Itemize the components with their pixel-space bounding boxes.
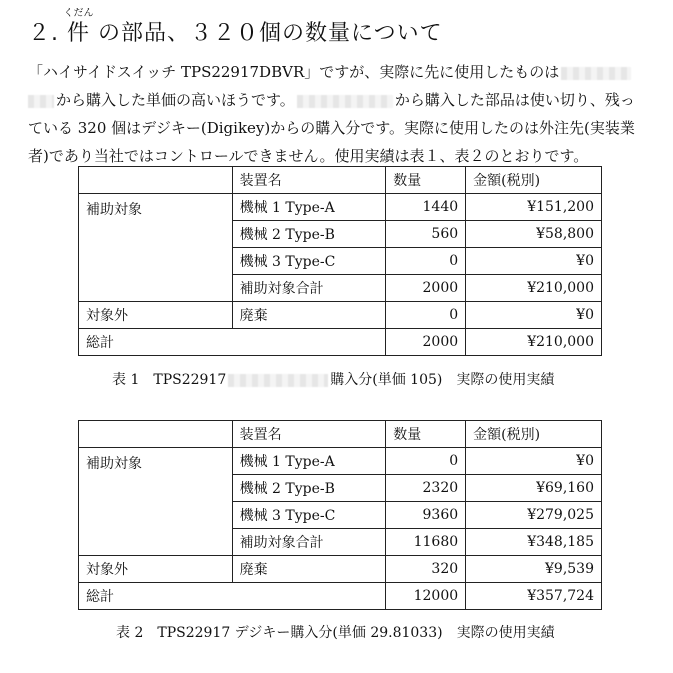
quantity: 2000 (386, 329, 466, 356)
quantity: 11680 (386, 529, 466, 556)
table-total-row (79, 583, 602, 610)
table-header-cell (79, 421, 233, 448)
usage-table-2 (78, 420, 602, 610)
total-label: 総計 (79, 329, 386, 356)
table-header-row (79, 421, 602, 448)
usage-table-1 (78, 166, 602, 356)
heading-kanji-ken (63, 8, 94, 47)
group-label: 対象外 (79, 556, 233, 583)
caption-text: 購入分(単価 105) 実際の使用実績 (330, 372, 555, 388)
quantity: 320 (386, 556, 466, 583)
section-heading (28, 8, 443, 47)
table-header-cell: 装置名 (232, 167, 386, 194)
amount: ¥0 (466, 448, 602, 475)
para-line-1 (28, 58, 658, 86)
device-name: 機械 1 Type-A (232, 448, 386, 475)
heading-ken-text: 件 (67, 21, 91, 46)
para-text: 「ハイサイドスイッチ TPS22917DBVR」ですが、実際に先に使用したものは (28, 63, 560, 81)
amount: ¥9,539 (466, 556, 602, 583)
redacted-text (561, 67, 631, 80)
heading-ruby: くだん (63, 8, 94, 19)
redacted-text (28, 95, 54, 108)
table-header-cell: 金額(税別) (466, 421, 602, 448)
quantity: 0 (386, 248, 466, 275)
total-label: 総計 (79, 583, 386, 610)
table-header-cell: 数量 (386, 421, 466, 448)
device-name: 廃棄 (232, 556, 386, 583)
group-label: 補助対象 (79, 448, 233, 556)
amount: ¥279,025 (466, 502, 602, 529)
table-1-caption (112, 369, 554, 389)
quantity: 2000 (386, 275, 466, 302)
para-text: から購入した単価の高いほうです。 (56, 91, 295, 109)
amount: ¥0 (466, 302, 602, 329)
table-header-cell: 金額(税別) (466, 167, 602, 194)
table-row (79, 556, 602, 583)
redacted-text (228, 374, 328, 387)
amount: ¥210,000 (466, 275, 602, 302)
amount: ¥58,800 (466, 221, 602, 248)
redacted-text (297, 95, 393, 108)
table-row (79, 448, 602, 475)
device-name: 補助対象合計 (232, 275, 386, 302)
heading-text: の部品、３２０個の数量について (98, 21, 443, 46)
device-name: 機械 3 Type-C (232, 502, 386, 529)
table-header-cell: 数量 (386, 167, 466, 194)
table-header-row (79, 167, 602, 194)
section-number: ２. (28, 21, 59, 46)
quantity: 12000 (386, 583, 466, 610)
quantity: 2320 (386, 475, 466, 502)
quantity: 560 (386, 221, 466, 248)
amount: ¥151,200 (466, 194, 602, 221)
device-name: 機械 1 Type-A (232, 194, 386, 221)
body-paragraph (28, 58, 658, 170)
para-line-4: 者)であり当社ではコントロールできません。使用実績は表１、表２のとおりです。 (28, 147, 589, 165)
quantity: 0 (386, 302, 466, 329)
table-total-row (79, 329, 602, 356)
para-text: から購入した部品は使い切り、残っ (394, 91, 635, 109)
quantity: 0 (386, 448, 466, 475)
device-name: 機械 2 Type-B (232, 221, 386, 248)
quantity: 1440 (386, 194, 466, 221)
amount: ¥348,185 (466, 529, 602, 556)
device-name: 補助対象合計 (232, 529, 386, 556)
amount: ¥357,724 (466, 583, 602, 610)
para-line-2 (28, 86, 658, 114)
table-row (79, 302, 602, 329)
amount: ¥210,000 (466, 329, 602, 356)
caption-text: 表 1 TPS22917 (112, 372, 227, 388)
table-header-cell (79, 167, 233, 194)
quantity: 9360 (386, 502, 466, 529)
device-name: 機械 2 Type-B (232, 475, 386, 502)
table-2-caption: 表 2 TPS22917 デジキー購入分(単価 29.81033) 実際の使用実績 (116, 625, 555, 641)
amount: ¥69,160 (466, 475, 602, 502)
device-name: 機械 3 Type-C (232, 248, 386, 275)
table-header-cell: 装置名 (232, 421, 386, 448)
table-row (79, 194, 602, 221)
para-line-3: ている 320 個はデジキー(Digikey)からの購入分です。実際に使用したのは外注先(実装業 (28, 119, 635, 137)
group-label: 補助対象 (79, 194, 233, 302)
device-name: 廃棄 (232, 302, 386, 329)
amount: ¥0 (466, 248, 602, 275)
group-label: 対象外 (79, 302, 233, 329)
